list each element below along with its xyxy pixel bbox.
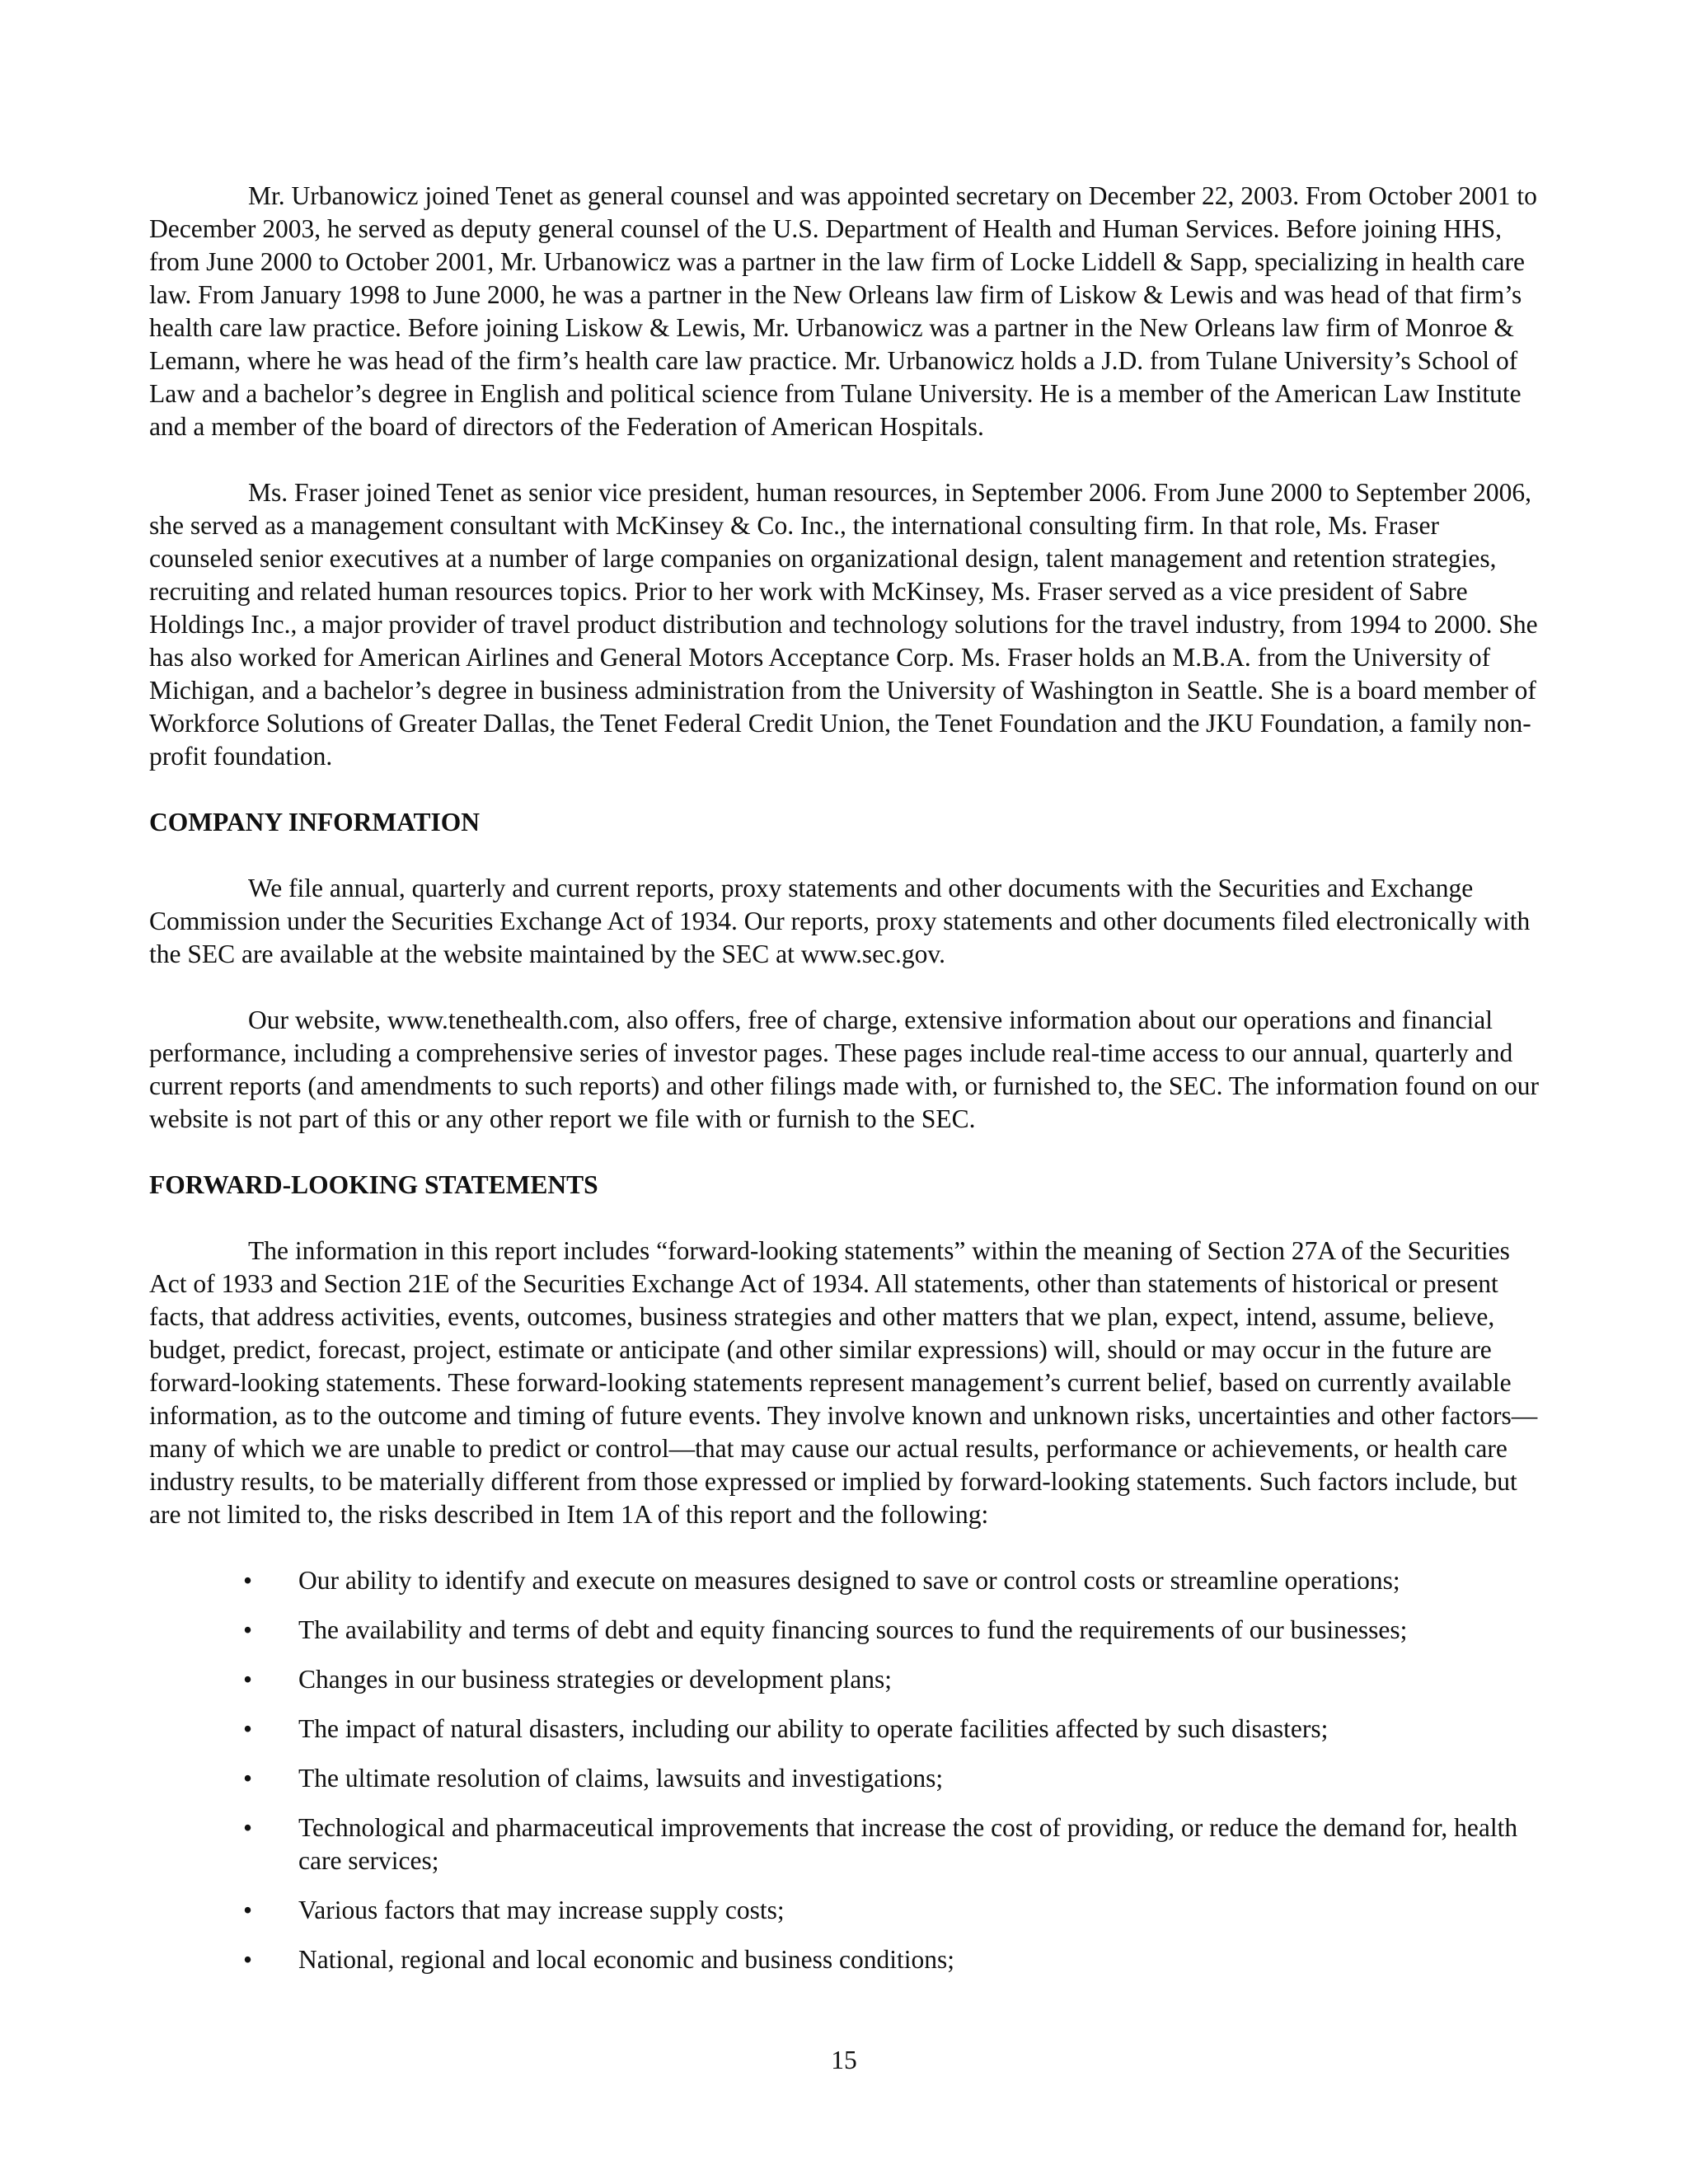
list-item-text: The ultimate resolution of claims, lawsuits and investigations; <box>298 1764 944 1793</box>
list-item-text: The impact of natural disasters, including our ability to operate facilities affected by such disasters; <box>298 1714 1329 1743</box>
page-number: 15 <box>831 2046 857 2074</box>
bullet-icon: • <box>243 1896 253 1924</box>
bullet-icon: • <box>243 1714 253 1743</box>
bullet-icon: • <box>243 1566 253 1595</box>
list-item <box>149 1894 1542 1927</box>
company-info-paragraph-website: Our website, www.tenethealth.com, also offers, free of charge, extensive information about our operations and financial performance, including a comprehensive series of investor pages. These pages include real-time access to our annual, quarterly and current reports (and amendments to such reports) and other filings made with, or furnished to, the SEC. The information found on our website is not part of this or any other report we file with or furnish to the SEC. <box>149 1005 1540 1133</box>
list-item <box>149 1713 1542 1746</box>
list-item-text: Changes in our business strategies or development plans; <box>298 1665 892 1694</box>
bio-paragraph-urbanowicz: Mr. Urbanowicz joined Tenet as general counsel and was appointed secretary on December 22, 2003. From October 2001 to December 2003, he served as deputy general counsel of the U.S. Department of Health and Human Services. Before joining HHS, from June 2000 to October 2001, Mr. Urbanowicz was a partner in the law firm of Locke Liddell & Sapp, specializing in health care law. From January 1998 to June 2000, he was a partner in the New Orleans law firm of Liskow & Lewis and was head of that firm’s health care law practice. Before joining Liskow & Lewis, Mr. Urbanowicz was a partner in the New Orleans law firm of Monroe & Lemann, where he was head of the firm’s health care law practice. Mr. Urbanowicz holds a J.D. from Tulane University’s School of Law and a bachelor’s degree in English and political science from Tulane University. He is a member of the American Law Institute and a member of the board of directors of the Federation of American Hospitals. <box>149 181 1537 441</box>
bullet-icon: • <box>243 1813 253 1842</box>
list-item <box>149 1564 1542 1597</box>
list-item-text: National, regional and local economic and business conditions; <box>298 1945 955 1974</box>
list-item-text: Technological and pharmaceutical improvements that increase the cost of providing, or reduce the demand for, health care services; <box>298 1813 1518 1875</box>
bullet-icon: • <box>243 1764 253 1793</box>
list-item <box>149 1811 1542 1877</box>
risk-factor-list <box>149 1564 1542 1976</box>
bullet-icon: • <box>243 1945 253 1974</box>
company-info-paragraph-sec-filings: We file annual, quarterly and current reports, proxy statements and other documents with the Securities and Exchange Commission under the Securities Exchange Act of 1934. Our reports, proxy statements and other documents filed electronically with the SEC are available at the website maintained by the SEC at www.sec.gov. <box>149 874 1531 968</box>
forward-looking-paragraph: The information in this report includes “forward-looking statements” within the meaning of Section 27A of the Securities Act of 1933 and Section 21E of the Securities Exchange Act of 1934. All statements, other than statements of historical or present facts, that address activities, events, outcomes, business strategies and other matters that we plan, expect, intend, assume, believe, budget, predict, forecast, project, estimate or anticipate (and other similar expressions) will, should or may occur in the future are forward-looking statements. These forward-looking statements represent management’s current belief, based on currently available information, as to the outcome and timing of future events. They involve known and unknown risks, uncertainties and other factors—many of which we are unable to predict or control—that may cause our actual results, performance or achievements, or health care industry results, to be materially different from those expressed or implied by forward-looking statements. Such factors include, but are not limited to, the risks described in Item 1A of this report and the following: <box>149 1236 1538 1529</box>
section-heading-company-information: COMPANY INFORMATION <box>149 808 480 837</box>
list-item <box>149 1663 1542 1696</box>
document-page <box>149 180 1542 1993</box>
list-item <box>149 1614 1542 1647</box>
bio-paragraph-fraser: Ms. Fraser joined Tenet as senior vice president, human resources, in September 2006. From June 2000 to September 2006, she served as a management consultant with McKinsey & Co. Inc., the international consulting firm. In that role, Ms. Fraser counseled senior executives at a number of large companies on organizational design, talent management and retention strategies, recruiting and related human resources topics. Prior to her work with McKinsey, Ms. Fraser served as a vice president of Sabre Holdings Inc., a major provider of travel product distribution and technology solutions for the travel industry, from 1994 to 2000. She has also worked for American Airlines and General Motors Acceptance Corp. Ms. Fraser holds an M.B.A. from the University of Michigan, and a bachelor’s degree in business administration from the University of Washington in Seattle. She is a board member of Workforce Solutions of Greater Dallas, the Tenet Federal Credit Union, the Tenet Foundation and the JKU Foundation, a family non-profit foundation. <box>149 478 1538 771</box>
list-item-text: Various factors that may increase supply costs; <box>298 1896 785 1924</box>
list-item-text: The availability and terms of debt and equity financing sources to fund the requirements of our businesses; <box>298 1615 1408 1644</box>
list-item <box>149 1943 1542 1976</box>
section-heading-forward-looking-statements: FORWARD-LOOKING STATEMENTS <box>149 1170 598 1199</box>
bullet-icon: • <box>243 1665 253 1694</box>
bullet-icon: • <box>243 1615 253 1644</box>
list-item-text: Our ability to identify and execute on measures designed to save or control costs or streamline operations; <box>298 1566 1400 1595</box>
list-item <box>149 1762 1542 1795</box>
